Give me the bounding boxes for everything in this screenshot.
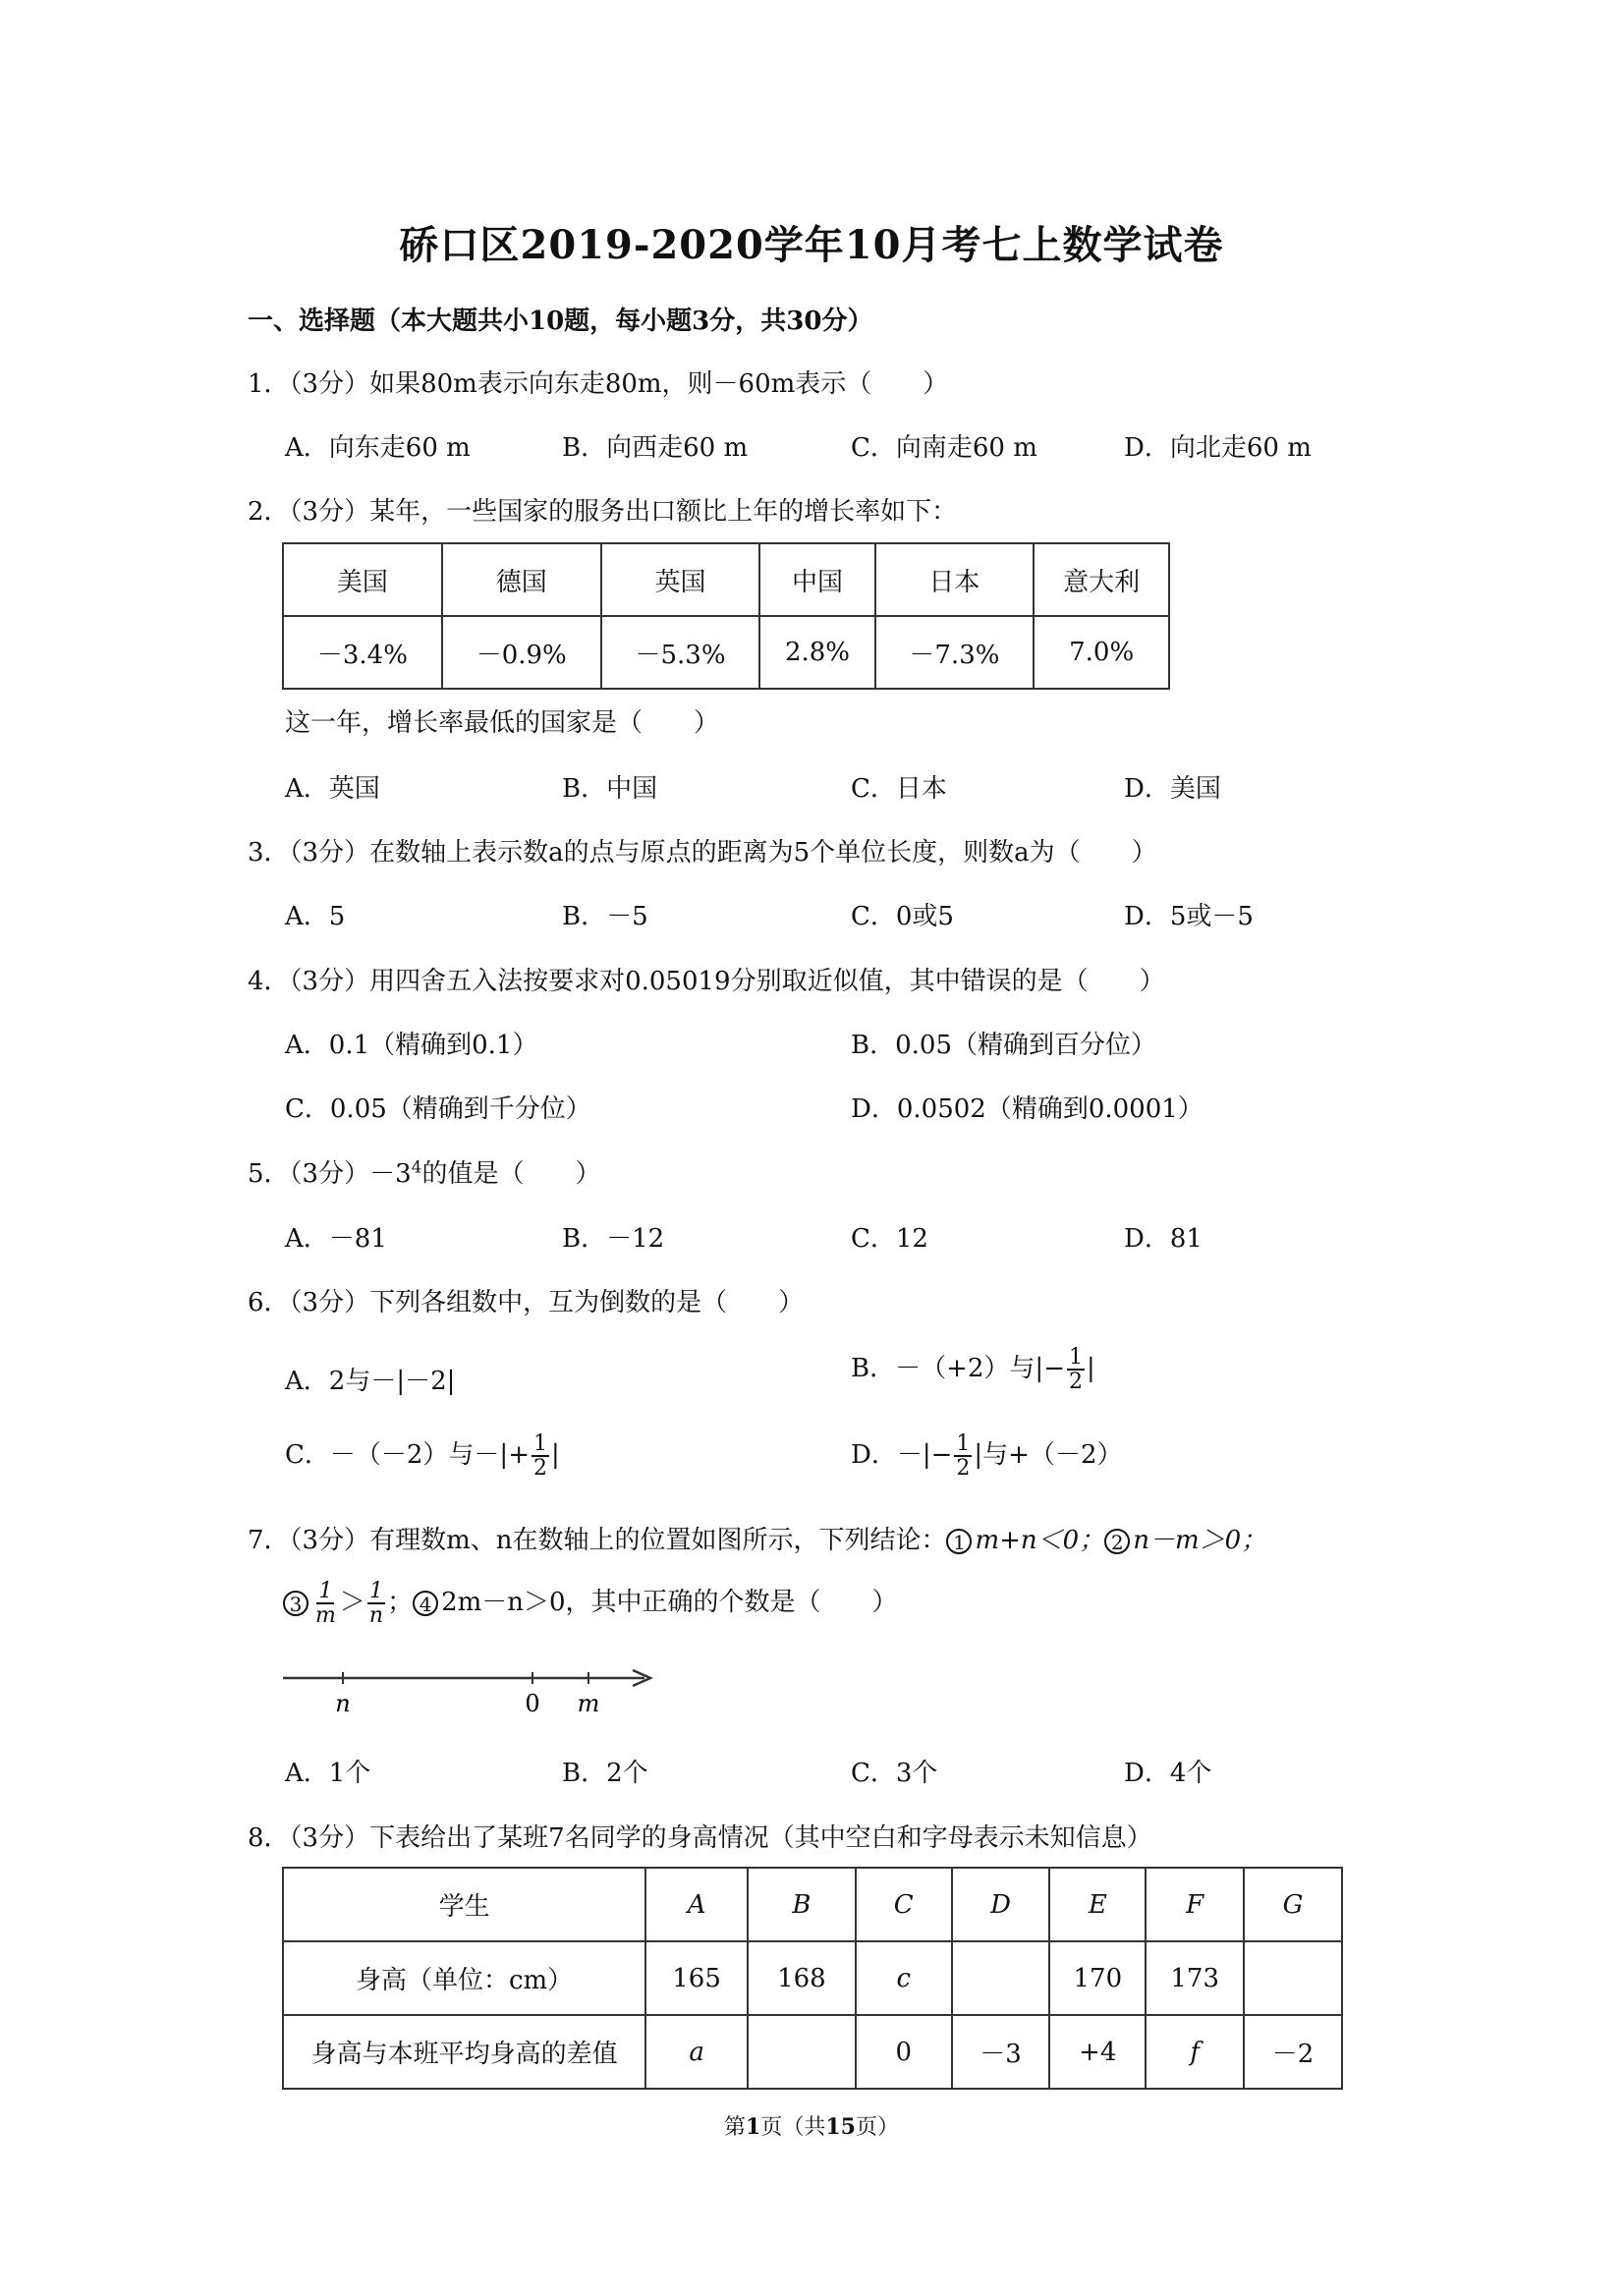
page-total: 15 (825, 2114, 856, 2140)
question-4-stem: 4．（3分）用四舍五入法按要求对0.05019分别取近似值，其中错误的是（ ） (248, 967, 1165, 996)
table-header-cell: 中国 (759, 543, 874, 616)
fraction: $\frac{1}{n}$ (368, 1579, 384, 1629)
q6-option-b[interactable] (851, 1346, 1095, 1393)
table-row-label: 身高与本班平均身高的差值 (283, 2015, 645, 2089)
question-2-stem: 2．（3分）某年，一些国家的服务出口额比上年的增长率如下： (248, 497, 958, 527)
q5-option-c[interactable]: C．12 (851, 1224, 928, 1254)
table-header-cell: E (1049, 1868, 1146, 1941)
q7-stem-text: 7．（3分）有理数m、n在数轴上的位置如图所示，下列结论： (248, 1526, 947, 1555)
q7-option-a[interactable]: A．1个 (285, 1759, 371, 1788)
table-cell: －0.9% (442, 616, 601, 689)
page-footer (0, 2110, 1623, 2141)
q5-exponent: 4 (411, 1157, 422, 1178)
fraction: $\frac{1}{2}$ (956, 1431, 971, 1482)
q6-c-text: C．－（－2）与－|+ (285, 1440, 530, 1471)
table-header-cell: 学生 (283, 1868, 645, 1941)
table-header-cell: 日本 (875, 543, 1035, 616)
q1-option-d[interactable]: D．向北走60 m (1124, 433, 1312, 463)
table-cell: 170 (1049, 1941, 1146, 2015)
q4-option-d[interactable]: D．0.0502（精确到0.0001） (851, 1094, 1203, 1124)
abs-bar: | (550, 1440, 560, 1471)
axis-label-zero: 0 (525, 1690, 540, 1717)
table-cell: 165 (645, 1941, 748, 2015)
table-cell: 0 (856, 2015, 952, 2089)
q5-option-b[interactable]: B．－12 (562, 1224, 665, 1254)
table-cell: －7.3% (875, 616, 1035, 689)
q2-option-d[interactable]: D．美国 (1124, 774, 1221, 804)
page-title: 硚口区2019-2020学年10月考七上数学试卷 (399, 222, 1224, 268)
q7-option-c[interactable]: C．3个 (851, 1759, 938, 1788)
q3-option-c[interactable]: C．0或5 (851, 902, 954, 931)
axis-label-n: n (335, 1690, 351, 1717)
table-cell: +4 (1049, 2015, 1146, 2089)
table-header-cell: B (748, 1868, 856, 1941)
question-7-stem-line2 (283, 1580, 898, 1627)
footer-text: 页） (855, 2115, 899, 2140)
q6-d-text: D．－|− (851, 1440, 953, 1471)
abs-bar: | (1086, 1354, 1095, 1384)
q6-b-text: B．－（+2）与|− (851, 1354, 1065, 1384)
table-header-cell: A (645, 1868, 748, 1941)
circled-4-icon: 4 (413, 1591, 438, 1616)
q3-option-a[interactable]: A．5 (285, 902, 346, 931)
table-cell (1244, 1941, 1342, 2015)
table-cell: f (1146, 2015, 1244, 2089)
question-2-followup: 这一年，增长率最低的国家是（ ） (285, 708, 720, 738)
q1-option-a[interactable]: A．向东走60 m (285, 433, 471, 463)
footer-text: 第 (724, 2115, 747, 2140)
table-cell: a (645, 2015, 748, 2089)
footer-text: 页（共 (760, 2115, 826, 2140)
q3-option-b[interactable]: B．－5 (562, 902, 648, 931)
greater-than: ＞ (339, 1588, 365, 1618)
q6-option-d[interactable] (851, 1432, 1123, 1480)
table-cell: 173 (1146, 1941, 1244, 2015)
q7-option-b[interactable]: B．2个 (562, 1759, 648, 1788)
question-6-stem: 6．（3分）下列各组数中，互为倒数的是（ ） (248, 1288, 805, 1317)
question-3-stem: 3．（3分）在数轴上表示数a的点与原点的距离为5个单位长度，则数a为（ ） (248, 838, 1157, 868)
table-header-cell: 德国 (442, 543, 601, 616)
table-header-cell: 意大利 (1034, 543, 1169, 616)
table-header-cell: D (952, 1868, 1050, 1941)
question-5-stem (248, 1153, 600, 1190)
q5-stem-pre: 5．（3分）－3 (248, 1159, 412, 1189)
table-cell: 2.8% (759, 616, 874, 689)
circled-3-icon: 3 (283, 1591, 308, 1616)
table-cell: 7.0% (1034, 616, 1169, 689)
page-number: 1 (746, 2114, 761, 2140)
height-table (282, 1867, 1343, 2090)
table-cell: －5.3% (601, 616, 760, 689)
question-7-stem (248, 1520, 1266, 1556)
table-header-cell: F (1146, 1868, 1244, 1941)
fraction: $\frac{1}{m}$ (315, 1579, 336, 1629)
section-heading: 一、选择题（本大题共小10题，每小题3分，共30分） (248, 307, 873, 336)
q2-option-b[interactable]: B．中国 (562, 774, 658, 804)
q3-option-d[interactable]: D．5或－5 (1124, 902, 1254, 931)
growth-rate-table (282, 542, 1170, 690)
q2-option-a[interactable]: A．英国 (285, 774, 380, 804)
q5-option-d[interactable]: D．81 (1124, 1224, 1203, 1254)
table-cell: －2 (1244, 2015, 1342, 2089)
table-cell: 168 (748, 1941, 856, 2015)
table-cell (952, 1941, 1050, 2015)
number-line-diagram (281, 1660, 664, 1719)
fraction: $\frac{1}{2}$ (1068, 1345, 1083, 1395)
q7-option-d[interactable]: D．4个 (1124, 1759, 1212, 1788)
table-row-label: 身高（单位：cm） (283, 1941, 645, 2015)
q7-conclusion-4: 2m－n＞0，其中正确的个数是（ ） (441, 1588, 898, 1618)
q6-option-c[interactable] (285, 1432, 560, 1480)
circled-2-icon: 2 (1104, 1529, 1130, 1554)
q1-option-c[interactable]: C．向南走60 m (851, 433, 1037, 463)
table-cell: －3.4% (283, 616, 442, 689)
q4-option-b[interactable]: B．0.05（精确到百分位） (851, 1031, 1156, 1060)
circled-1-icon: 1 (946, 1529, 972, 1554)
table-cell: －3 (952, 2015, 1050, 2089)
table-cell (748, 2015, 856, 2089)
q5-option-a[interactable]: A．－81 (285, 1224, 387, 1254)
axis-label-m: m (577, 1690, 600, 1717)
q4-option-c[interactable]: C．0.05（精确到千分位） (285, 1094, 591, 1124)
question-1-stem: 1．（3分）如果80m表示向东走80m，则－60m表示（ ） (248, 369, 949, 399)
table-cell: c (856, 1941, 952, 2015)
question-8-stem: 8．（3分）下表给出了某班7名同学的身高情况（其中空白和字母表示未知信息） (248, 1823, 1152, 1853)
separator: ； (387, 1588, 414, 1618)
q7-conclusion-1: m+n＜0； (975, 1526, 1105, 1555)
q6-option-a[interactable]: A．2与－|－2| (285, 1367, 456, 1396)
q6-d-tail: |与+（－2） (974, 1440, 1123, 1471)
table-header-cell: C (856, 1868, 952, 1941)
q4-option-a[interactable]: A．0.1（精确到0.1） (285, 1031, 538, 1060)
fraction: $\frac{1}{2}$ (532, 1431, 547, 1482)
q1-option-b[interactable]: B．向西走60 m (562, 433, 749, 463)
q2-option-c[interactable]: C．日本 (851, 774, 947, 804)
table-header-cell: 英国 (601, 543, 760, 616)
table-header-cell: 美国 (283, 543, 442, 616)
table-header-cell: G (1244, 1868, 1342, 1941)
q5-stem-post: 的值是（ ） (421, 1159, 601, 1189)
q7-conclusion-2: n－m＞0； (1133, 1526, 1267, 1555)
